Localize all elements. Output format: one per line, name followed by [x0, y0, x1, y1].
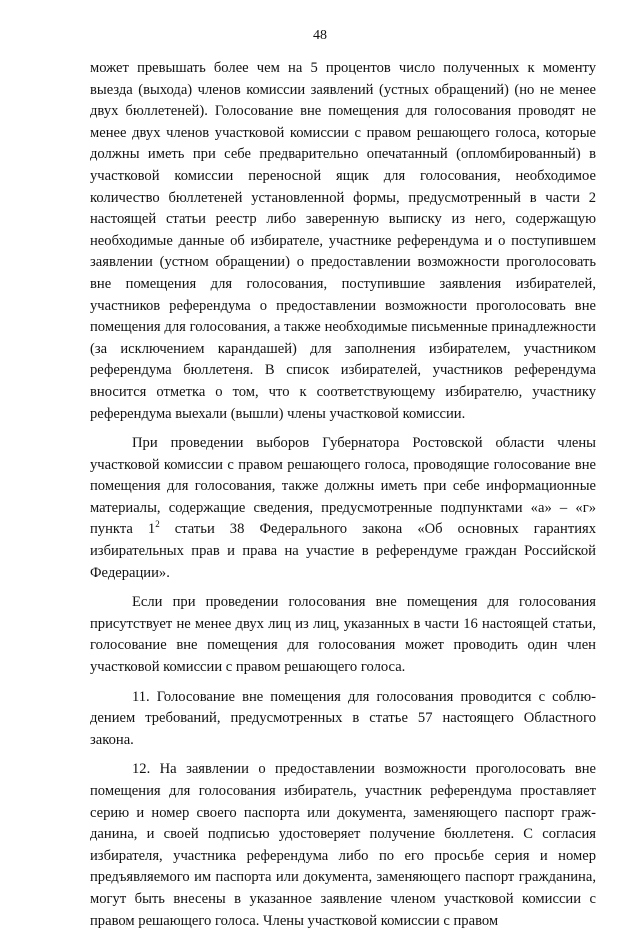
- page-number: 48: [313, 28, 327, 43]
- superscript-index: 2: [155, 519, 160, 530]
- paragraph-text-after-footnote: статьи 38 Федерального закона «Об основных гарантиях избирательных прав и права на участие в референдуме граждан Российской Федерации».: [90, 521, 597, 581]
- paragraph-continuation: может превышать более чем на 5 процентов число полученных к моменту выезда (выхода) членов комиссии заявлений (устных обращений) (но не менее двух бюллетеней). Голосование вне помещения для голосования проводят не менее двух членов участковой комиссии с правом решающего голоса, которые должны иметь при себе предварительно опечатанный (опломбированный) в участковой комиссии переносной ящик для голосования, необходимое количество бюллетеней установленной формы, предусмотренный в части 2 настоящей статьи реестр либо заверенную выписку из него, содержащую необходимые данные об избирателе, участнике референдума и о поступившем заявлении (устном обращении) о предоставлении возможности проголосовать вне помещения для голосования, поступившие заявления избирателей, участников референдума о предоставлении возможности проголосовать вне помещения для голосования, а также необходимые письменные принадлежности (за исключением карандашей) для заполнения избирателем, участником референдума бюллетеня. В список избирателей, участников референдума вносится отметка о том, что к соответствующему избирателю, участнику референдума выехали (вышли) члены участковой комиссии.: [90, 60, 596, 422]
- document-body: [90, 58, 596, 932]
- paragraph-item-12: 12. На заявлении о предоставлении возможности проголосовать вне помещения для голосования избиратель, участник референдума проставляет серию и номер своего паспорта или документа, заменяющего паспорт гражданина, и своей подписью удостоверяет получение бюллетеня. С согласия избирателя, участника референдума либо по его просьбе серия и номер предъявляемого им паспорта или документа, заменяющего паспорт гражданина, могут быть внесены в указанное заявление членом участковой комиссии с правом решающего голоса. Члены участковой комиссии с правом: [90, 761, 596, 929]
- paragraph-text-before-footnote: При проведении выборов Губернатора Ростовской области члены участковой комиссии с правом решающего голоса, проводящие голосование вне помещения для голосования, также должны иметь при себе информационные материалы, содержащие сведения, предусмотренные подпунктами «а» – «г» пункта 1: [90, 435, 596, 538]
- paragraph-two-persons-present: Если при проведении голосования вне помещения для голосования присутствует не менее двух лиц из лиц, указанных в части 16 настоящей статьи, голосование вне помещения для голосования может проводить один член участковой комиссии с правом решающего голоса.: [90, 594, 596, 676]
- paragraph-governor-elections: [90, 433, 596, 584]
- paragraph-item-11: 11. Голосование вне помещения для голосования проводится с соблюдением требований, предусмотренных в статье 57 настоящего Областного закона.: [90, 688, 596, 748]
